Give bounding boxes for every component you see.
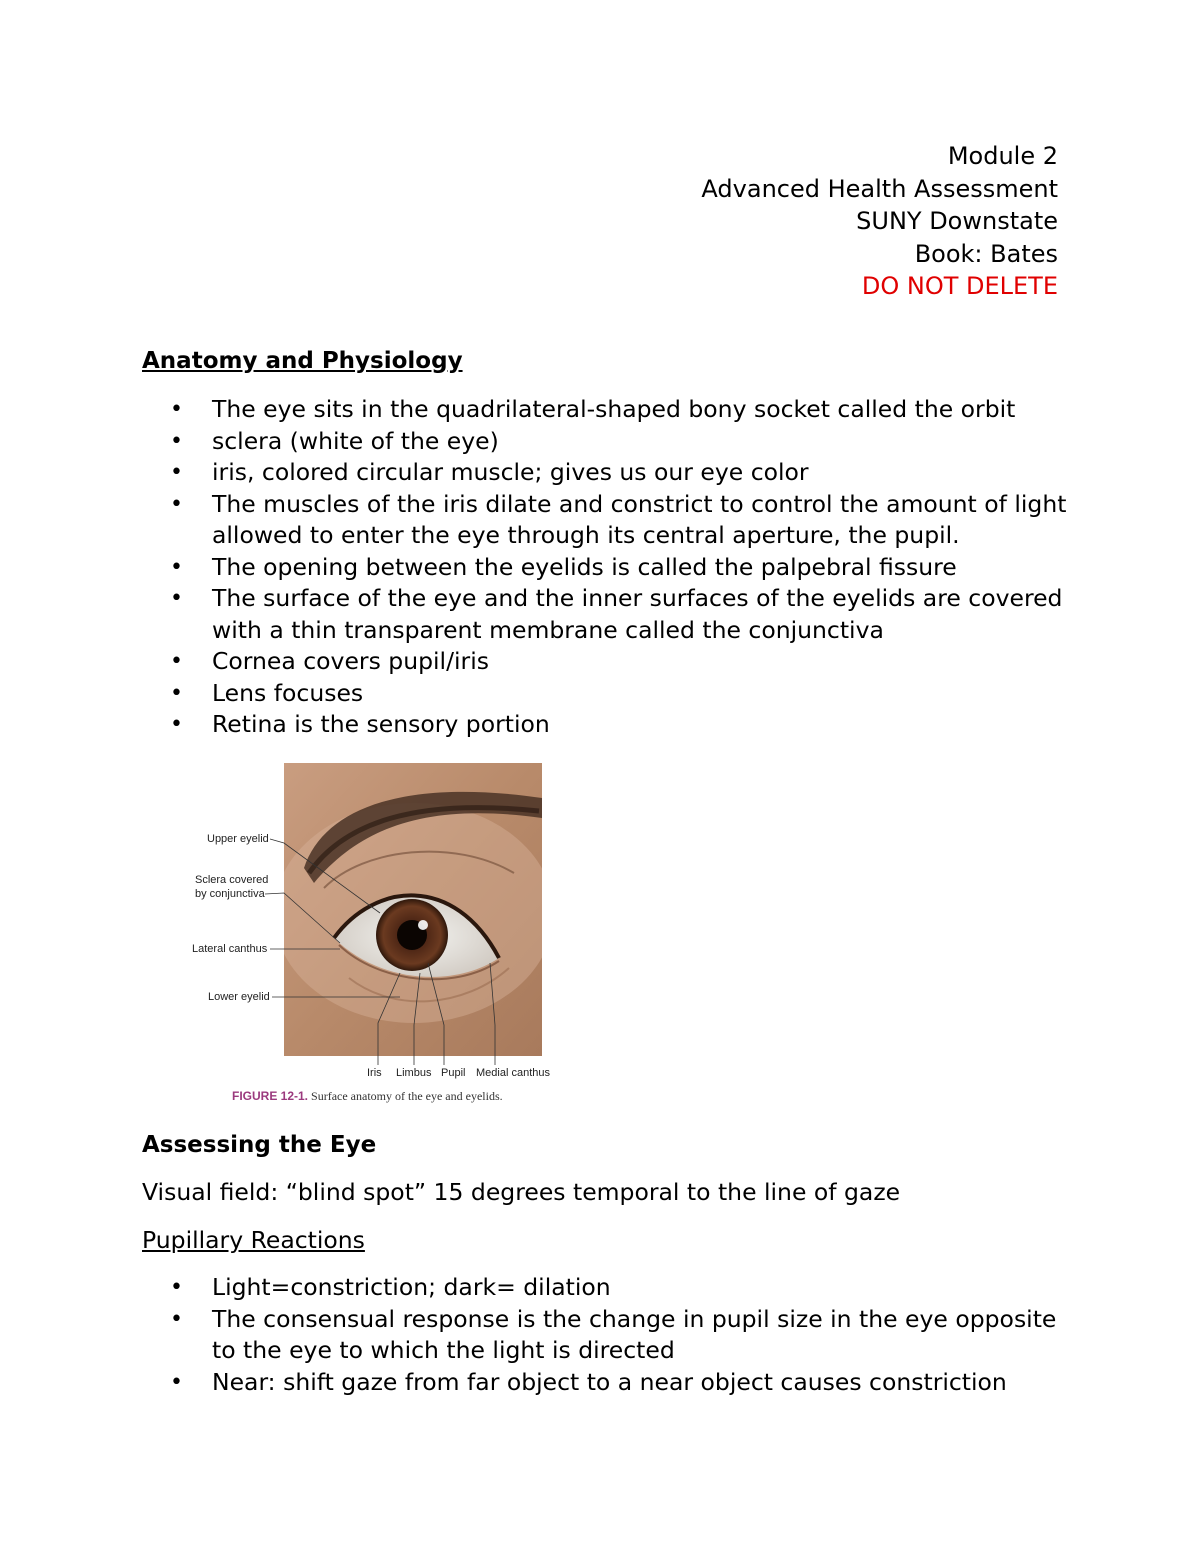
module-title: Module 2 [947,142,1058,170]
book-reference: Book: Bates [914,239,1058,268]
figure-number: FIGURE 12-1. [232,1089,309,1103]
eye-anatomy-figure [190,763,560,1108]
document-header [701,140,1058,303]
label-lateral-canthus: Lateral canthus [192,943,268,955]
label-medial-canthus: Medial canthus [476,1067,550,1079]
label-limbus: Limbus [396,1067,432,1079]
figure-caption-text: Surface anatomy of the eye and eyelids. [311,1089,503,1103]
list-item: • Lens focuses [142,678,1082,710]
list-item: • The opening between the eyelids is called the palpebral fissure [142,552,1082,584]
label-lower-eyelid: Lower eyelid [208,991,270,1003]
list-item: • The consensual response is the change in pupil size in the eye opposite to the eye to which the light is directed [142,1304,1082,1367]
course-title: Advanced Health Assessment [701,174,1058,203]
label-pupil: Pupil [441,1067,466,1079]
do-not-delete-warning: DO NOT DELETE [861,272,1058,300]
anatomy-bullet-list [142,394,1082,741]
label-sclera-line1: Sclera covered [195,874,269,886]
section-heading-anatomy: Anatomy and Physiology [142,348,463,374]
figure-caption [232,1089,503,1104]
list-item: • sclera (white of the eye) [142,426,1082,458]
label-upper-eyelid: Upper eyelid [207,833,269,845]
list-item: • The eye sits in the quadrilateral-shaped bony socket called the orbit [142,394,1082,426]
institution-name: SUNY Downstate [856,207,1058,235]
list-item: • Light=constriction; dark= dilation [142,1272,1082,1304]
list-item: • Retina is the sensory portion [142,709,1082,741]
figure-leader-lines [190,763,560,1108]
list-item: • Cornea covers pupil/iris [142,646,1082,678]
section-heading-assessing: Assessing the Eye [142,1132,377,1158]
visual-field-text: Visual field: “blind spot” 15 degrees temporal to the line of gaze [142,1178,901,1206]
list-item: • Near: shift gaze from far object to a near object causes constriction [142,1367,1082,1399]
subheading-pupillary-reactions: Pupillary Reactions [142,1226,365,1254]
list-item: • The muscles of the iris dilate and constrict to control the amount of light allowed to enter the eye through its central aperture, the pupil. [142,489,1082,552]
label-sclera-line2: by conjunctiva [195,888,265,900]
pupillary-bullet-list [142,1272,1082,1398]
label-iris: Iris [367,1067,382,1079]
list-item: • iris, colored circular muscle; gives us our eye color [142,457,1082,489]
list-item: • The surface of the eye and the inner surfaces of the eyelids are covered with a thin transparent membrane called the conjunctiva [142,583,1082,646]
